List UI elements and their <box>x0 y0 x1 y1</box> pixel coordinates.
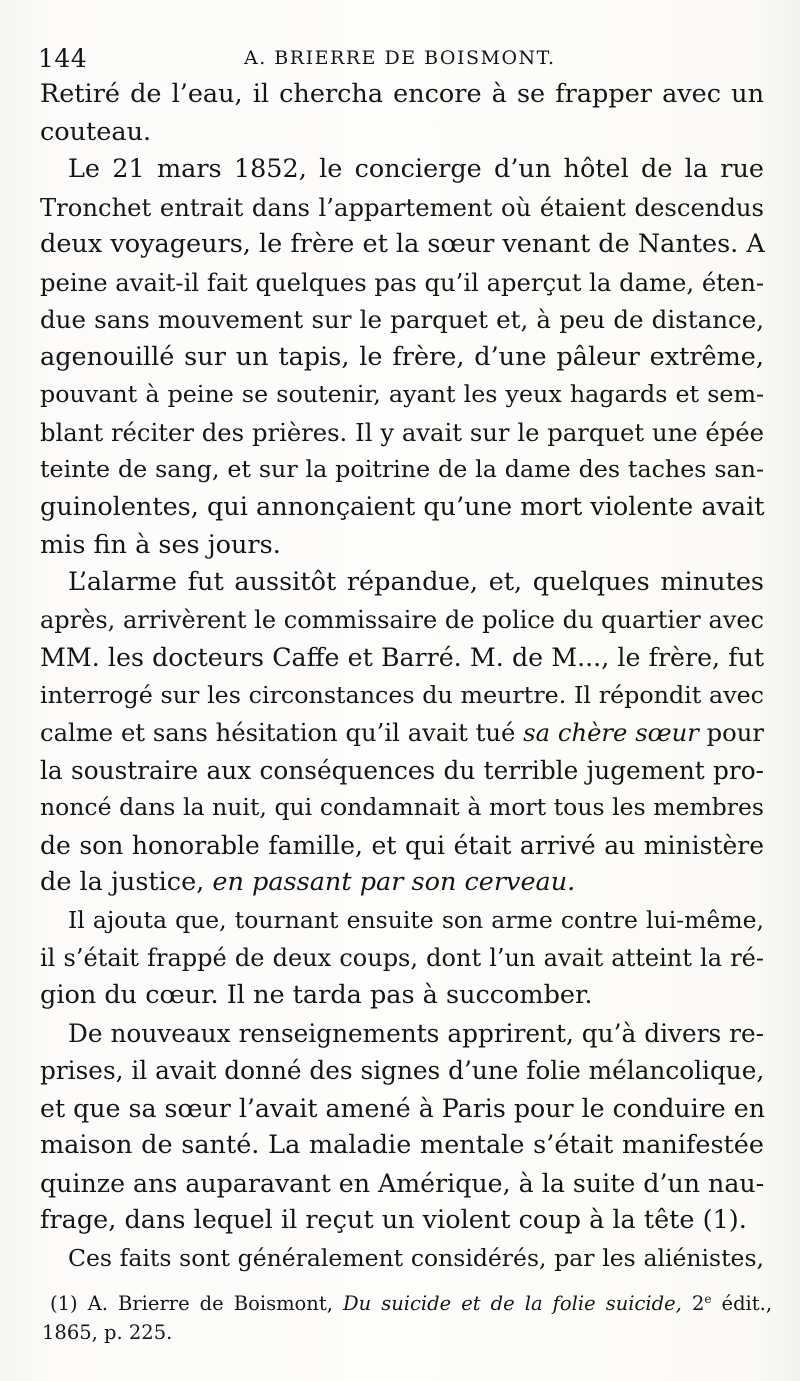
text-line: prises, il avait donné des signes d’une folie mélancolique, <box>40 1056 765 1086</box>
text-line: Retiré de l’eau, il chercha encore à se frapper avec un <box>40 79 764 109</box>
footnote-author: A. Brierre de Boismont, <box>87 1292 333 1315</box>
text-line: la soustraire aux conséquences du terrible jugement pro- <box>40 755 764 785</box>
footnote-line <box>42 1289 772 1318</box>
text-line: maison de santé. La maladie mentale s’était manifestée <box>40 1130 764 1161</box>
page-number: 144 <box>38 44 88 73</box>
text-line: blant réciter des prières. Il y avait sur le parquet une épée <box>40 417 764 447</box>
footnote-title: Du suicide et de la folie suicide, <box>342 1292 682 1315</box>
body-text <box>40 76 764 1278</box>
text-line: MM. les docteurs Caffe et Barré. M. de M..., le frère, fut <box>40 643 764 673</box>
emphasis-text: sa chère sœur <box>523 718 699 748</box>
text-line: peine avait-il fait quelques pas qu’il aperçut la dame, éten- <box>40 267 765 297</box>
footnote-line: 1865, p. 225. <box>42 1321 173 1344</box>
emphasis-text: en passant par son cerveau. <box>212 867 576 898</box>
text-line: Le 21 mars 1852, le concierge d’un hôtel de la rue <box>68 154 764 185</box>
running-title: A. BRIERRE DE BOISMONT. <box>244 47 556 69</box>
text-line: après, arrivèrent le commissaire de police du quartier avec <box>40 605 764 634</box>
text-line: pouvant à peine se soutenir, ayant les yeux hagards et sem- <box>40 380 764 409</box>
footnote-marker: (1) <box>50 1292 78 1315</box>
text-line: quinze ans auparavant en Amérique, à la suite d’un nau- <box>40 1168 765 1198</box>
text-segment: de la justice, <box>40 867 205 898</box>
text-line: Tronchet entrait dans l’appartement où étaient descendus <box>40 192 764 222</box>
text-line: Ces faits sont généralement considérés, par les aliénistes, <box>68 1243 764 1272</box>
text-line: L’alarme fut aussitôt répandue, et, quelques minutes <box>68 567 764 598</box>
text-segment: pour <box>706 718 764 748</box>
text-line <box>40 714 764 752</box>
text-line: et que sa sœur l’avait amené à Paris pour le conduire en <box>40 1093 765 1123</box>
text-line: il s’était frappé de deux coups, dont l’un avait atteint la ré- <box>40 943 764 972</box>
text-line: guinolentes, qui annonçaient qu’une mort violente avait <box>40 492 765 523</box>
page-header <box>38 44 760 74</box>
text-line: teinte de sang, et sur la poitrine de la dame des taches san- <box>40 455 764 484</box>
text-line: couteau. <box>40 116 152 147</box>
footnote-edition: 2e édit., <box>691 1292 773 1315</box>
text-line: De nouveaux renseignements apprirent, qu’à divers re- <box>68 1018 764 1048</box>
text-line: gion du cœur. Il ne tarda pas à succomber. <box>40 980 593 1011</box>
text-line: agenouillé sur un tapis, le frère, d’une pâleur extrême, <box>40 341 764 372</box>
text-line <box>40 864 764 902</box>
text-segment: calme et sans hésitation qu’il avait tué <box>40 718 516 748</box>
text-line: noncé dans la nuit, qui condamnait à mort tous les membres <box>40 793 764 822</box>
text-line: frage, dans lequel il reçut un violent coup à la tête (1). <box>40 1205 747 1236</box>
text-line: deux voyageurs, le frère et la sœur venant de Nantes. A <box>40 229 765 260</box>
text-line: de son honorable famille, et qui était arrivé au ministère <box>40 830 764 860</box>
footnote <box>42 1289 772 1347</box>
text-line: interrogé sur les circonstances du meurtre. Il répondit avec <box>40 680 764 709</box>
text-line: due sans mouvement sur le parquet et, à peu de distance, <box>40 305 764 335</box>
text-line: mis fin à ses jours. <box>40 529 281 560</box>
text-line: Il ajouta que, tournant ensuite son arme contre lui-même, <box>68 906 764 935</box>
